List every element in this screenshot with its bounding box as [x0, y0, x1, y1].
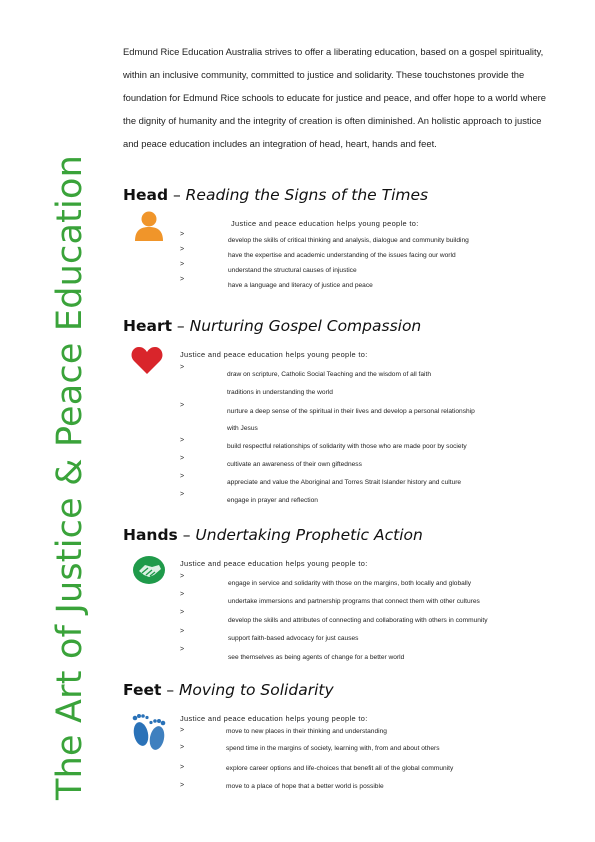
section-key: Feet [123, 681, 162, 699]
section-dash: – [177, 526, 196, 544]
person-head-icon [132, 208, 166, 242]
side-title: The Art of Justice & Peace Education [50, 155, 90, 800]
handshake-icon [130, 553, 168, 587]
section-dash: – [161, 681, 180, 699]
section-subtitle: Undertaking Prophetic Action [195, 526, 423, 544]
intro-text: Edmund Rice Education Australia strives to offer a liberating education, based on a gospel spirituality, within an inclusive community, committed to justice and solidarity. These touchstones provide the foundation for Edmund Rice schools to educate for justice and peace, and offer hope to a world where the dignity of humanity and the integrity of creation is often diminished. An holistic approach to justice and peace education includes an integration of head, heart, hands and feet. [123, 46, 547, 149]
section-subtitle: Nurturing Gospel Compassion [189, 317, 422, 335]
section-key: Heart [123, 317, 172, 335]
intro-paragraph [123, 40, 553, 155]
footprints-icon [128, 708, 170, 756]
section-subtitle: Moving to Solidarity [179, 681, 334, 699]
hands-lead: Justice and peace education helps young people to: [180, 559, 368, 568]
section-title-heart [123, 317, 421, 335]
section-dash: – [168, 186, 186, 204]
section-title-head [123, 186, 428, 204]
section-key: Head [123, 186, 169, 204]
section-key: Hands [123, 526, 178, 544]
heart-icon [130, 344, 164, 376]
section-title-feet [123, 681, 334, 699]
head-lead: Justice and peace education helps young people to: [231, 219, 419, 228]
section-dash: – [172, 317, 190, 335]
section-title-hands [123, 526, 423, 544]
section-subtitle: Reading the Signs of the Times [185, 186, 429, 204]
heart-lead: Justice and peace education helps young people to: [180, 350, 368, 359]
feet-lead: Justice and peace education helps young people to: [180, 714, 368, 723]
